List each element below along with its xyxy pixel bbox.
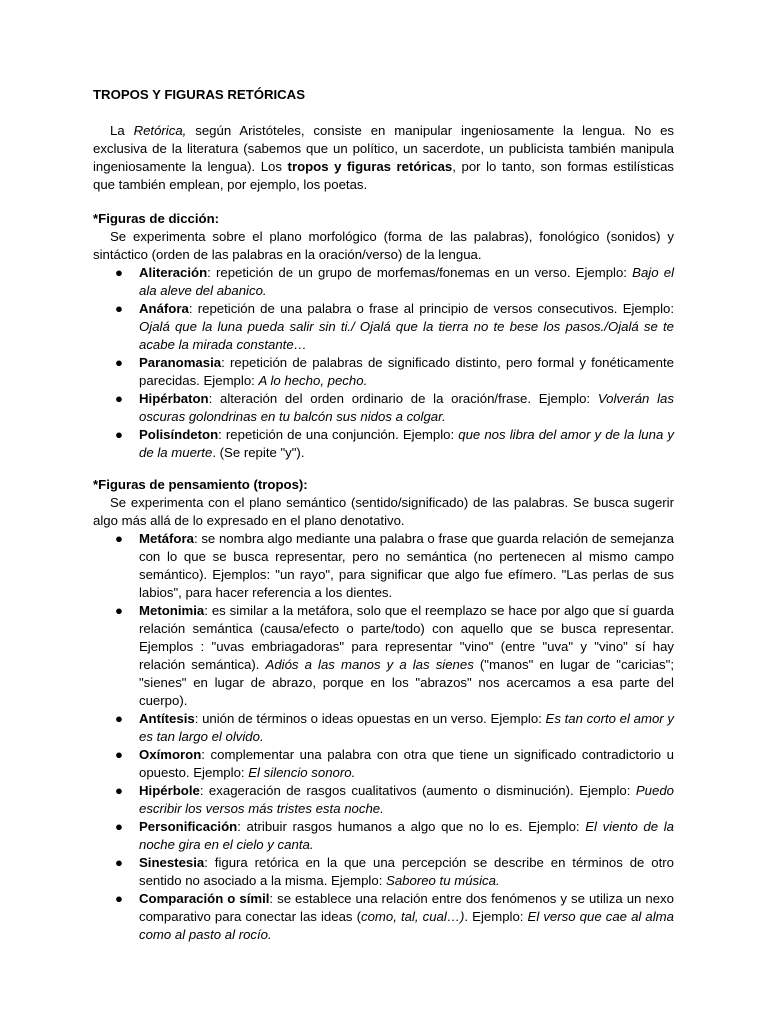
figure-term: Comparación o símil <box>139 891 270 906</box>
example-text: Ojalá que la luna pueda salir sin ti./ Ojalá que la tierra no te bese los pasos./Ojalá se te acabe la mirada constante… <box>139 319 674 352</box>
section-figuras-diccion <box>93 210 674 462</box>
example-text: como, tal, cual…) <box>360 909 465 924</box>
figure-item <box>93 782 674 818</box>
figure-item <box>93 710 674 746</box>
example-text: El verso que cae al alma como al pasto al rocío. <box>139 909 674 942</box>
figure-term: Oxímoron <box>139 747 202 762</box>
body-text: . Ejemplo: <box>464 909 528 924</box>
bold-text: tropos y figuras retóricas <box>287 159 453 174</box>
body-text: ("manos" en lugar de "caricias"; "sienes" en lugar de abrazo, porque en los "abrazos" nos acercamos a esa parte del cuerpo). <box>139 657 674 708</box>
body-text: : alteración del orden ordinario de la oración/frase. Ejemplo: <box>208 391 598 406</box>
body-text: La <box>110 123 134 138</box>
intro-paragraph <box>93 122 674 194</box>
body-text: , por lo tanto, son formas estilísticas que también emplean, por ejemplo, los poetas. <box>93 159 675 192</box>
example-text: que nos libra del amor y de la luna y de la muerte <box>139 427 674 460</box>
figure-term: Personificación <box>139 819 238 834</box>
figure-term: Polisíndeton <box>139 427 219 442</box>
figure-item <box>93 854 674 890</box>
body-text: : atribuir rasgos humanos a algo que no lo es. Ejemplo: <box>237 819 586 834</box>
bullet-icon: ● <box>115 265 123 280</box>
section-description: Se experimenta sobre el plano morfológico (forma de las palabras), fonológico (sonidos) y sintáctico (orden de las palabras en la oración/verso) de la lengua. <box>93 229 674 262</box>
bullet-icon: ● <box>115 819 123 834</box>
figure-item <box>93 264 674 300</box>
figure-item <box>93 300 674 354</box>
example-text: A lo hecho, pecho. <box>258 373 368 388</box>
figure-item <box>93 390 674 426</box>
bullet-icon: ● <box>115 531 123 546</box>
figure-term: Paranomasia <box>139 355 222 370</box>
figure-list <box>93 264 674 462</box>
figure-item <box>93 426 674 462</box>
body-text: : es similar a la metáfora, solo que el reemplazo se hace por algo que sí guarda relación semántica (causa/efecto o parte/todo) con aquello que se busca representar. Ejemplos : "uvas embriagadoras" para representar "vino" (entre "uva" y "vino" sí hay relación semántica). <box>139 603 674 672</box>
section-description: Se experimenta con el plano semántico (sentido/significado) de las palabras. Se busca sugerir algo más allá de lo expresado en el plano denotativo. <box>93 495 674 528</box>
figure-term: Metonimia <box>139 603 205 618</box>
body-text: : repetición de palabras de significado distinto, pero formal y fonéticamente parecidas. Ejemplo: <box>139 355 674 388</box>
example-text: Es tan corto el amor y es tan largo el olvido. <box>139 711 674 744</box>
example-text: Retórica, <box>133 123 187 138</box>
body-text: . (Se repite "y"). <box>212 445 305 460</box>
bullet-icon: ● <box>115 783 123 798</box>
figure-item <box>93 890 674 944</box>
body-text: : se nombra algo mediante una palabra o frase que guarda relación de semejanza con lo que se busca representar, pero no semántica (no pertenecen al mismo campo semántico). Ejemplos: "un rayo", para significar que algo fue efímero. "Las perlas de sus labios", para hacer referencia a los dientes. <box>139 531 674 600</box>
body-text: : repetición de una palabra o frase al principio de versos consecutivos. Ejemplo: <box>188 301 674 316</box>
bullet-icon: ● <box>115 603 123 618</box>
figure-item <box>93 602 674 710</box>
bullet-icon: ● <box>115 891 123 906</box>
figure-item <box>93 530 674 602</box>
body-text: : repetición de una conjunción. Ejemplo: <box>218 427 459 442</box>
bullet-icon: ● <box>115 427 123 442</box>
figure-term: Anáfora <box>139 301 189 316</box>
body-text: : unión de términos o ideas opuestas en un verso. Ejemplo: <box>194 711 546 726</box>
figure-term: Hipérbole <box>139 783 200 798</box>
figure-term: Hipérbaton <box>139 391 209 406</box>
section-heading: *Figuras de pensamiento (tropos): <box>93 477 308 492</box>
bullet-icon: ● <box>115 855 123 870</box>
figure-list <box>93 530 674 944</box>
figure-item <box>93 354 674 390</box>
example-text: El viento de la noche gira en el cielo y canta. <box>139 819 674 852</box>
bullet-icon: ● <box>115 355 123 370</box>
body-text: según Aristóteles, consiste en manipular ingeniosamente la lengua. No es exclusiva de la literatura (sabemos que un político, un sacerdote, un publicista también manipula ingeniosamente la lengua). Los <box>93 123 674 174</box>
bullet-icon: ● <box>115 747 123 762</box>
figure-item <box>93 746 674 782</box>
example-text: Puedo escribir los versos más tristes esta noche. <box>139 783 674 816</box>
figure-term: Sinestesia <box>139 855 205 870</box>
figure-term: Metáfora <box>139 531 194 546</box>
example-text: Bajo el ala aleve del abanico. <box>139 265 674 298</box>
body-text: : figura retórica en la que una percepción se describe en términos de otro sentido no asociado a la misma. Ejemplo: <box>139 855 674 888</box>
body-text: : repetición de un grupo de morfemas/fonemas en un verso. Ejemplo: <box>207 265 633 280</box>
section-figuras-pensamiento <box>93 476 674 944</box>
body-text: : complementar una palabra con otra que tiene un significado contradictorio u opuesto. Ejemplo: <box>139 747 674 780</box>
example-text: Adiós a las manos y a las sienes <box>265 657 474 672</box>
example-text: El silencio sonoro. <box>248 765 356 780</box>
example-text: Saboreo tu música. <box>386 873 500 888</box>
bullet-icon: ● <box>115 391 123 406</box>
figure-term: Antítesis <box>139 711 195 726</box>
body-text: : se establece una relación entre dos fenómenos y se utiliza un nexo comparativo para conectar las ideas ( <box>139 891 674 924</box>
figure-term: Aliteración <box>139 265 208 280</box>
document-title: TROPOS Y FIGURAS RETÓRICAS <box>93 87 306 102</box>
bullet-icon: ● <box>115 711 123 726</box>
bullet-icon: ● <box>115 301 123 316</box>
section-heading: *Figuras de dicción: <box>93 211 220 226</box>
body-text: : exageración de rasgos cualitativos (aumento o disminución). Ejemplo: <box>199 783 636 798</box>
example-text: Volverán las oscuras golondrinas en tu balcón sus nidos a colgar. <box>139 391 674 424</box>
figure-item <box>93 818 674 854</box>
